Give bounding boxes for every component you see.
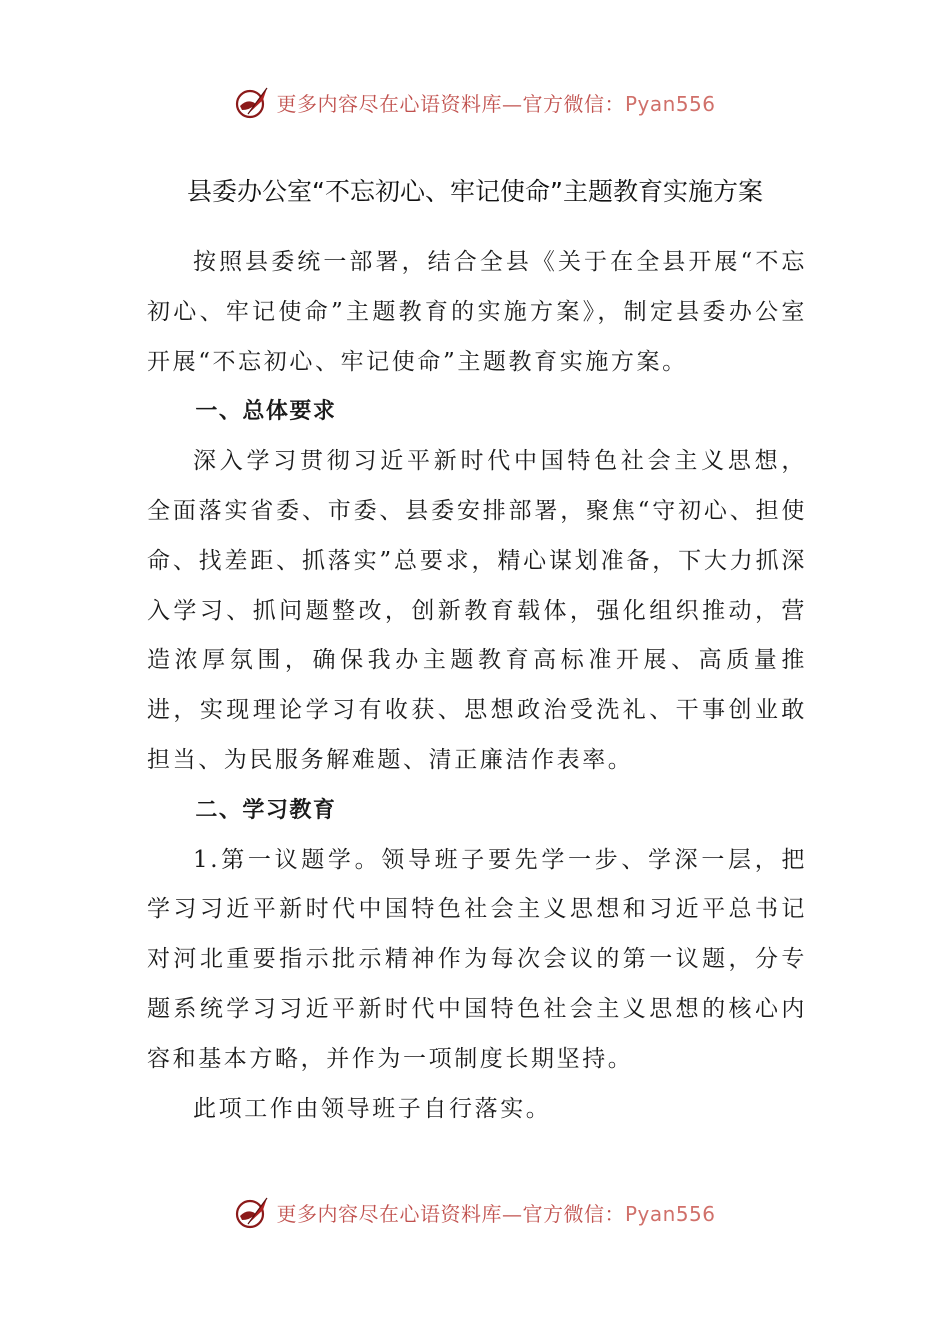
header-watermark-banner: [0, 80, 950, 124]
header-wechat-id: Pyan556: [624, 91, 716, 116]
footer-watermark-banner: [0, 1190, 950, 1234]
quill-logo-icon: [234, 1194, 270, 1230]
general-requirements-paragraph: 深入学习贯彻习近平新时代中国特色社会主义思想，全面落实省委、市委、县委安排部署，聚焦“守初心、担使命、找差距、抓落实”总要求，精心谋划准备，下大力抓深入学习、抓问题整改，创新教育载体，强化组织推动，营造浓厚氛围，确保我办主题教育高标准开展、高质量推进，实现理论学习有收获、思想政治受洗礼、干事创业敢担当、为民服务解难题、清正廉洁作表率。: [147, 448, 807, 773]
document-title: 县委办公室“不忘初心、牢记使命”主题教育实施方案: [187, 177, 763, 206]
header-watermark-text: 更多内容尽在心语资料库—官方微信：Pyan556: [276, 91, 716, 116]
footer-wechat-id: Pyan556: [624, 1201, 716, 1226]
document-body: [147, 238, 807, 1134]
section-heading-general-requirements: 一、总体要求: [195, 399, 337, 425]
quill-logo-icon: [234, 84, 270, 120]
intro-paragraph: 按照县委统一部署，结合全县《关于在全县开展“不忘初心、牢记使命”主题教育的实施方案》，制定县委办公室开展“不忘初心、牢记使命”主题教育实施方案。: [147, 249, 807, 375]
footer-watermark-text: 更多内容尽在心语资料库—官方微信：Pyan556: [276, 1201, 716, 1226]
section-heading-study-education: 二、学习教育: [195, 797, 337, 823]
study-item-1-paragraph: 1.第一议题学。领导班子要先学一步、学深一层，把学习习近平新时代中国特色社会主义思想和习近平总书记对河北重要指示批示精神作为每次会议的第一议题，分专题系统学习习近平新时代中国特色社会主义思想的核心内容和基本方略，并作为一项制度长期坚持。: [147, 846, 807, 1072]
study-item-1-note: 此项工作由领导班子自行落实。: [193, 1095, 552, 1122]
